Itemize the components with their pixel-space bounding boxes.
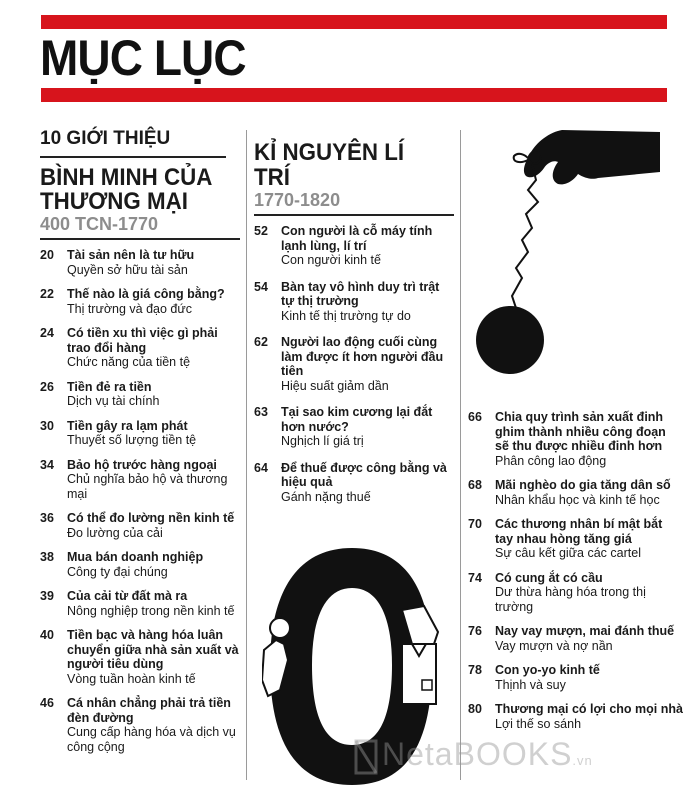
toc-heading: Mua bán doanh nghiệp — [67, 550, 204, 564]
toc-heading: Có tiền xu thì việc gì phải trao đổi hàng — [67, 326, 218, 355]
toc-page-number: 20 — [40, 248, 54, 262]
toc-entry[interactable] — [40, 628, 240, 686]
toc-subheading: Đo lường của cải — [67, 525, 163, 540]
toc-subheading: Con người kinh tế — [281, 253, 381, 267]
page-title: MỤC LỤC — [40, 30, 246, 86]
toc-entry[interactable] — [40, 380, 240, 409]
toc-page-number: 74 — [468, 570, 482, 585]
toc-entry[interactable] — [254, 405, 454, 449]
toc-entry[interactable] — [40, 458, 240, 502]
toc-entry[interactable] — [40, 696, 240, 754]
toc-list-column-2 — [254, 224, 454, 504]
toc-page-number: 78 — [468, 663, 482, 677]
bottom-red-bar — [41, 88, 667, 102]
toc-heading: Để thuế được công bằng và hiệu quả — [281, 460, 447, 489]
era-years-age-of-reason: 1770-1820 — [254, 190, 454, 216]
toc-page-number: 36 — [40, 511, 54, 525]
netabooks-logo-icon — [352, 737, 380, 777]
toc-page-number: 38 — [40, 550, 54, 564]
toc-page-number: 24 — [40, 326, 54, 340]
toc-subheading: Cung cấp hàng hóa và dịch vụ công cộng — [67, 725, 236, 754]
toc-subheading: Kinh tế thị trường tự do — [281, 308, 411, 323]
toc-subheading: Nông nghiệp trong nền kinh tế — [67, 603, 235, 618]
toc-subheading: Thuyết số lượng tiền tệ — [67, 433, 197, 447]
toc-page-number: 39 — [40, 589, 54, 603]
toc-entry[interactable] — [254, 224, 454, 268]
toc-page-number: 64 — [254, 460, 268, 475]
toc-entry[interactable] — [40, 511, 240, 540]
toc-page-number: 40 — [40, 628, 54, 642]
toc-entry[interactable] — [40, 326, 240, 370]
toc-page-number: 68 — [468, 478, 482, 492]
toc-heading: Chia quy trình sản xuất đinh ghim thành nhiều công đoạn sẽ thu được nhiều đinh hơn — [495, 410, 666, 453]
toc-subheading: Chủ nghĩa bảo hộ và thương mại — [67, 472, 228, 501]
hand-holding-yoyo-icon — [470, 128, 670, 378]
toc-subheading: Sự câu kết giữa các cartel — [495, 546, 641, 560]
toc-subheading: Lợi thế so sánh — [495, 716, 582, 731]
column-1 — [40, 128, 240, 754]
toc-heading: Có cung ắt có cầu — [495, 570, 603, 585]
toc-subheading: Dịch vụ tài chính — [67, 394, 160, 408]
watermark-brand: NetaBOOKS — [382, 736, 573, 772]
toc-heading: Con yo-yo kinh tế — [495, 663, 600, 677]
toc-list-column-3 — [468, 410, 683, 731]
toc-heading: Thế nào là giá công bằng? — [67, 287, 225, 301]
column-3 — [468, 410, 683, 731]
toc-entry[interactable] — [40, 287, 240, 316]
column-2 — [254, 140, 454, 504]
toc-heading: Tại sao kim cương lại đắt hơn nước? — [281, 405, 433, 434]
toc-heading: Mãi nghèo do gia tăng dân số — [495, 478, 671, 492]
toc-subheading: Thịnh và suy — [495, 677, 566, 692]
toc-subheading: Công ty đại chúng — [67, 564, 168, 579]
toc-entry[interactable] — [468, 571, 683, 615]
toc-heading: Cá nhân chẳng phải trả tiền đèn đường — [67, 696, 231, 725]
toc-heading: Thương mại có lợi cho mọi nhà — [495, 702, 683, 716]
top-red-bar — [41, 15, 667, 29]
toc-subheading: Hiệu suất giảm dần — [281, 378, 389, 393]
toc-subheading: Nhân khẩu học và kinh tế học — [495, 492, 660, 507]
toc-page-number: 80 — [468, 702, 482, 716]
toc-entry[interactable] — [468, 702, 683, 731]
toc-heading: Có thể đo lường nền kinh tế — [67, 511, 235, 525]
era-title-dawn-of-commerce: BÌNH MINH CỦA THƯƠNG MẠI — [40, 156, 226, 214]
toc-page-number: 22 — [40, 287, 54, 301]
toc-subheading: Phân công lao động — [495, 453, 607, 468]
toc-page-number: 62 — [254, 335, 268, 349]
watermark-suffix: .vn — [572, 753, 593, 768]
toc-heading: Các thương nhân bí mật bắt tay nhau hòng tăng giá — [495, 517, 663, 546]
toc-page-number: 76 — [468, 624, 482, 638]
toc-page-number: 46 — [40, 696, 54, 710]
toc-subheading: Vòng tuần hoàn kinh tế — [67, 671, 196, 686]
toc-page-number: 63 — [254, 405, 268, 419]
toc-page-number: 52 — [254, 224, 268, 238]
toc-heading: Tiền gây ra lạm phát — [67, 418, 188, 433]
toc-page-number: 70 — [468, 517, 482, 531]
toc-entry[interactable] — [254, 335, 454, 393]
toc-heading: Nay vay mượn, mai đánh thuế — [495, 624, 675, 638]
era-years-dawn-of-commerce: 400 TCN-1770 — [40, 214, 240, 240]
toc-heading: Tiền đẻ ra tiền — [67, 379, 152, 394]
toc-entry[interactable] — [468, 478, 683, 507]
watermark — [382, 736, 593, 773]
toc-entry[interactable] — [468, 624, 683, 653]
toc-subheading: Thị trường và đạo đức — [67, 301, 192, 316]
toc-entry[interactable] — [40, 419, 240, 448]
divider-1 — [246, 130, 247, 780]
toc-heading: Tài sản nên là tư hữu — [67, 248, 195, 262]
toc-heading: Con người là cỗ máy tính lạnh lùng, lí trí — [281, 224, 433, 253]
toc-entry[interactable] — [468, 663, 683, 692]
toc-entry[interactable] — [40, 589, 240, 618]
toc-page-number: 54 — [254, 279, 268, 294]
toc-page-number: 26 — [40, 379, 54, 394]
toc-subheading: Quyền sở hữu tài sản — [67, 262, 188, 277]
divider-2 — [460, 130, 461, 780]
toc-subheading: Dư thừa hàng hóa trong thị trường — [495, 585, 646, 614]
toc-subheading: Gánh nặng thuế — [281, 489, 371, 504]
toc-entry[interactable] — [468, 517, 683, 561]
toc-subheading: Vay mượn và nợ nần — [495, 638, 613, 653]
toc-entry[interactable] — [40, 550, 240, 579]
toc-subheading: Nghịch lí giá trị — [281, 434, 364, 448]
toc-entry[interactable] — [254, 280, 454, 324]
era-title-age-of-reason: KỈ NGUYÊN LÍ TRÍ — [254, 139, 405, 191]
toc-page-number: 34 — [40, 457, 54, 472]
toc-heading: Bảo hộ trước hàng ngoại — [67, 457, 217, 472]
toc-page-number: 66 — [468, 410, 482, 424]
toc-heading: Tiền bạc và hàng hóa luân chuyển giữa nhà sản xuất và người tiêu dùng — [67, 628, 239, 671]
intro-entry[interactable]: 10 GIỚI THIỆU — [40, 128, 171, 149]
toc-subheading: Chức năng của tiền tệ — [67, 355, 191, 369]
toc-entry[interactable] — [40, 248, 240, 277]
toc-page-number: 30 — [40, 418, 54, 433]
toc-entry[interactable] — [254, 461, 454, 505]
toc-heading: Bàn tay vô hình duy trì trật tự thị trường — [281, 279, 440, 308]
toc-heading: Người lao động cuối cùng làm được ít hơn người đầu tiên — [281, 335, 444, 378]
toc-list-column-1 — [40, 248, 240, 754]
toc-heading: Của cải từ đất mà ra — [67, 589, 188, 603]
toc-entry[interactable] — [468, 410, 683, 468]
